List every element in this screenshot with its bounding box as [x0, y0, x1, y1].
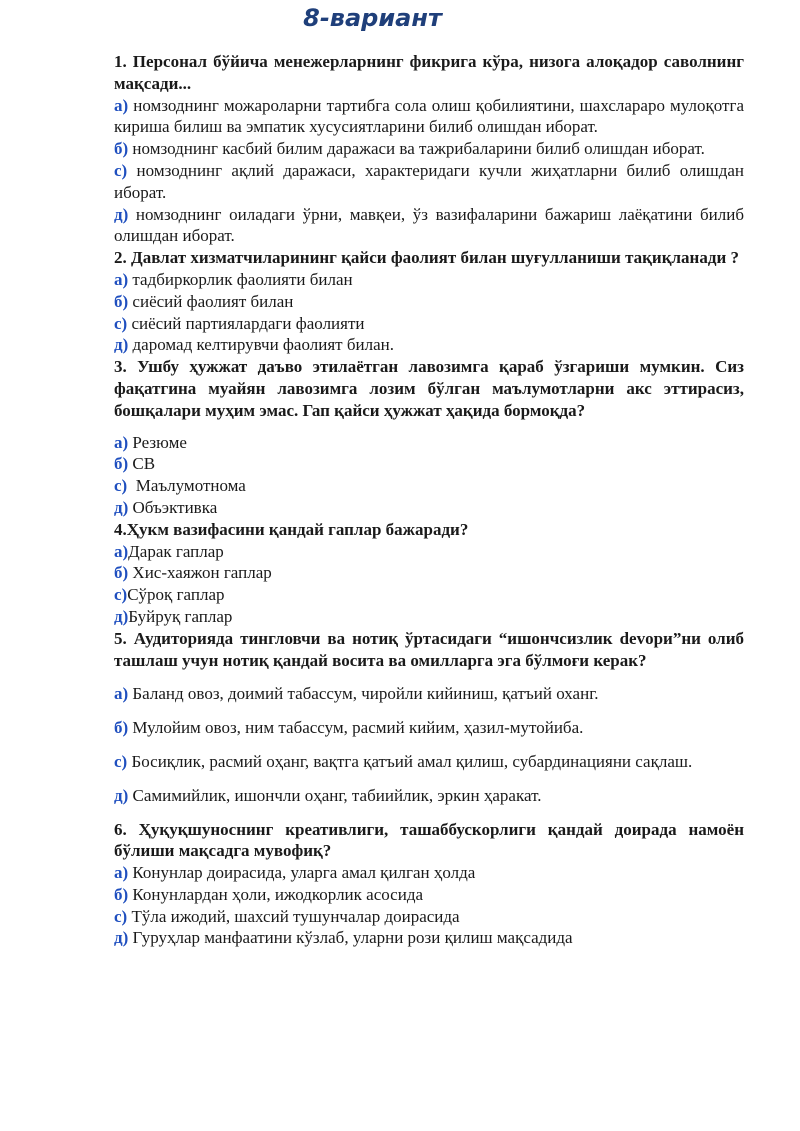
answer-option — [114, 683, 744, 705]
option-text: тадбиркорлик фаолияти билан — [132, 269, 353, 289]
option-letter: с) — [114, 476, 128, 496]
question-list — [114, 51, 744, 949]
option-text: номзоднинг оиладаги ўрни, мавқеи, ўз вазифаларини бажариш лаёқатини билиб олишдан иборат. — [114, 204, 745, 246]
option-text: Мулойим овоз, ним табассум, расмий кийим, ҳазил-мутойиба. — [132, 718, 584, 738]
answer-option — [114, 584, 744, 606]
option-text: номзоднинг ақлий даражаси, характеридаги кучли жиҳатларни билиб олишдан иборат. — [114, 160, 745, 202]
option-letter: а) — [114, 432, 129, 452]
option-text: Хис-хаяжон гаплар — [132, 563, 272, 583]
question-text: 2. Давлат хизматчиларининг қайси фаолият билан шуғулланиши тақиқланади ? — [114, 248, 739, 268]
question-block — [114, 51, 744, 247]
option-text: Гуруҳлар манфаатини кўзлаб, уларни рози қилиш мақсадида — [132, 928, 573, 948]
option-letter: б) — [114, 139, 129, 159]
option-letter: д) — [114, 785, 129, 805]
question-block — [114, 519, 744, 628]
option-letter: с) — [114, 906, 128, 926]
answer-option — [114, 717, 744, 739]
question-text: 3. Ушбу ҳужжат даъво этилаётган лавозимга қараб ўзгариши мумкин. Сиз фақатгина муайян лавозимга лозим бўлган маълумотларни акс эттирасиз, бошқалари муҳим эмас. Гап қайси ҳужжат ҳақида бормоқда? — [114, 357, 744, 420]
answer-option — [114, 785, 744, 807]
option-text: Конунлар доирасида, уларга амал қилган ҳолда — [132, 863, 476, 883]
answer-option — [114, 751, 744, 773]
option-letter: с) — [114, 313, 128, 333]
option-text: Самимийлик, ишончли оҳанг, табиийлик, эркин ҳаракат. — [132, 785, 542, 805]
question-block — [114, 628, 744, 807]
option-letter: д) — [114, 204, 129, 224]
option-text: Маълумотнома — [135, 476, 246, 496]
option-text: Дарак гаплар — [128, 541, 224, 561]
option-text: Конунлардан ҳоли, ижодкорлик асосида — [132, 884, 424, 904]
answer-option — [114, 334, 744, 356]
answer-option — [114, 453, 744, 475]
option-text: сиёсий фаолият билан — [132, 291, 294, 311]
option-text: Тўла ижодий, шахсий тушунчалар доирасида — [131, 906, 460, 926]
answer-option — [114, 138, 744, 160]
option-text: Сўроқ гаплар — [127, 585, 225, 605]
option-letter: д) — [114, 928, 129, 948]
option-text: Объэктивка — [132, 497, 218, 517]
variant-title: 8-вариант — [303, 4, 442, 32]
answer-option — [114, 95, 744, 139]
answer-option — [114, 562, 744, 584]
answer-option — [114, 475, 744, 497]
option-text: Баланд овоз, доимий табассум, чиройли кийиниш, қатъий оханг. — [132, 684, 599, 704]
option-letter: с) — [114, 751, 128, 771]
option-text: Резюме — [132, 432, 187, 452]
option-letter: б) — [114, 884, 129, 904]
option-letter: с) — [114, 585, 128, 605]
option-letter: д) — [114, 497, 129, 517]
answer-option — [114, 862, 744, 884]
answer-option — [114, 204, 744, 248]
option-letter: а) — [114, 95, 129, 115]
answer-option — [114, 497, 744, 519]
question-text: 5. Аудиторияда тингловчи ва нотиқ ўртасидаги “ишончсизлик devори”ни олиб ташлаш учун нотиқ қандай восита ва омилларга эга бўлмоғи керак? — [114, 628, 744, 670]
answer-option — [114, 432, 744, 454]
option-text: Босиқлик, расмий оҳанг, вақтга қатъий амал қилиш, субардинацияни сақлаш. — [131, 751, 693, 771]
answer-option — [114, 606, 744, 628]
question-block — [114, 247, 744, 356]
option-text: СВ — [132, 454, 156, 474]
option-letter: а) — [114, 269, 129, 289]
question-text: 6. Ҳуқуқшуноснинг креативлиги, ташаббускорлиги қандай доирада намоён бўлиши мақсадга мувофиқ? — [114, 819, 744, 861]
option-letter: д) — [114, 335, 129, 355]
option-letter: а) — [114, 863, 129, 883]
option-letter: д) — [114, 606, 129, 626]
answer-option — [114, 313, 744, 335]
answer-option — [114, 160, 744, 204]
answer-option — [114, 541, 744, 563]
question-text: 4.Ҳукм вазифасини қандай гаплар бажаради? — [114, 519, 469, 539]
answer-option — [114, 906, 744, 928]
option-letter: а) — [114, 541, 129, 561]
question-text: 1. Персонал бўйича менежерларнинг фикрига кўра, низога алоқадор саволнинг мақсади... — [114, 52, 744, 93]
answer-option — [114, 291, 744, 313]
answer-option — [114, 927, 744, 949]
option-text: номзоднинг можароларни тартибга сола олиш қобилиятини, шахслараро мулоқотга киришa билиш ва эмпатик хусусиятларини билиб олишдан иборат. — [114, 95, 744, 137]
option-text: номзоднинг касбий билим даражаси ва тажрибаларини билиб олишдан иборат. — [132, 139, 705, 159]
option-text: Буйруқ гаплар — [128, 606, 233, 626]
option-text: сиёсий партиялардаги фаолияти — [131, 313, 365, 333]
option-letter: б) — [114, 454, 129, 474]
option-letter: б) — [114, 718, 129, 738]
question-block — [114, 819, 744, 950]
option-letter: б) — [114, 291, 129, 311]
option-text: даромад келтирувчи фаолият билан. — [132, 335, 394, 355]
question-block — [114, 356, 744, 519]
option-letter: б) — [114, 563, 129, 583]
answer-option — [114, 269, 744, 291]
option-letter: а) — [114, 684, 129, 704]
option-letter: с) — [114, 160, 128, 180]
answer-option — [114, 884, 744, 906]
